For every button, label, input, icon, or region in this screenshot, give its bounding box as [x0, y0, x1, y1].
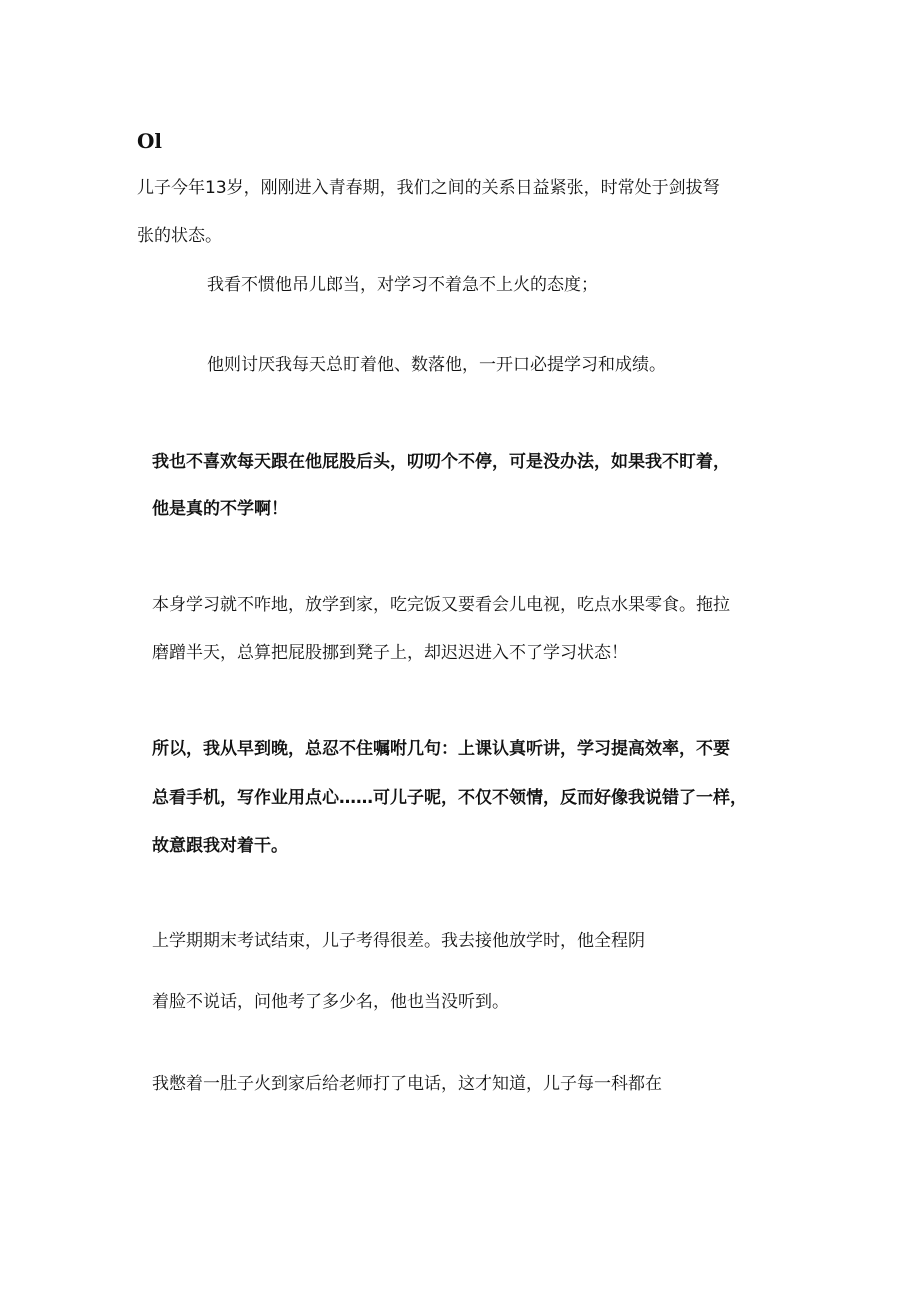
paragraph-line: 本身学习就不咋地，放学到家，吃完饭又要看会儿电视，吃点水果零食。拖拉	[152, 595, 730, 615]
bold-paragraph-line: 他是真的不学啊！	[152, 499, 288, 519]
bold-paragraph-line: 总看手机，写作业用点心……可儿子呢，不仅不领情，反而好像我说错了一样，	[152, 788, 747, 808]
bold-paragraph-line: 所以，我从早到晚，总忍不住嘱咐几句：上课认真听讲，学习提高效率，不要	[152, 739, 730, 759]
paragraph-line: 上学期期末考试结束，儿子考得很差。我去接他放学时，他全程阴	[152, 931, 645, 951]
section-heading: Ol	[137, 129, 163, 153]
paragraph-line: 儿子今年13岁，刚刚进入青春期，我们之间的关系日益紧张，时常处于剑拔弩	[137, 178, 720, 198]
bold-paragraph-line: 故意跟我对着干。	[152, 836, 288, 856]
paragraph-line: 我憋着一肚子火到家后给老师打了电话，这才知道，儿子每一科都在	[152, 1074, 662, 1094]
paragraph-line: 他则讨厌我每天总盯着他、数落他，一开口必提学习和成绩。	[207, 355, 666, 375]
paragraph-line: 着脸不说话，问他考了多少名，他也当没听到。	[152, 992, 509, 1012]
paragraph-line: 张的状态。	[137, 226, 222, 246]
bold-paragraph-line: 我也不喜欢每天跟在他屁股后头，叨叨个不停，可是没办法，如果我不盯着，	[152, 452, 730, 472]
paragraph-line: 我看不惯他吊儿郎当，对学习不着急不上火的态度；	[207, 275, 598, 295]
paragraph-line: 磨蹭半天，总算把屁股挪到凳子上，却迟迟进入不了学习状态！	[152, 643, 628, 663]
